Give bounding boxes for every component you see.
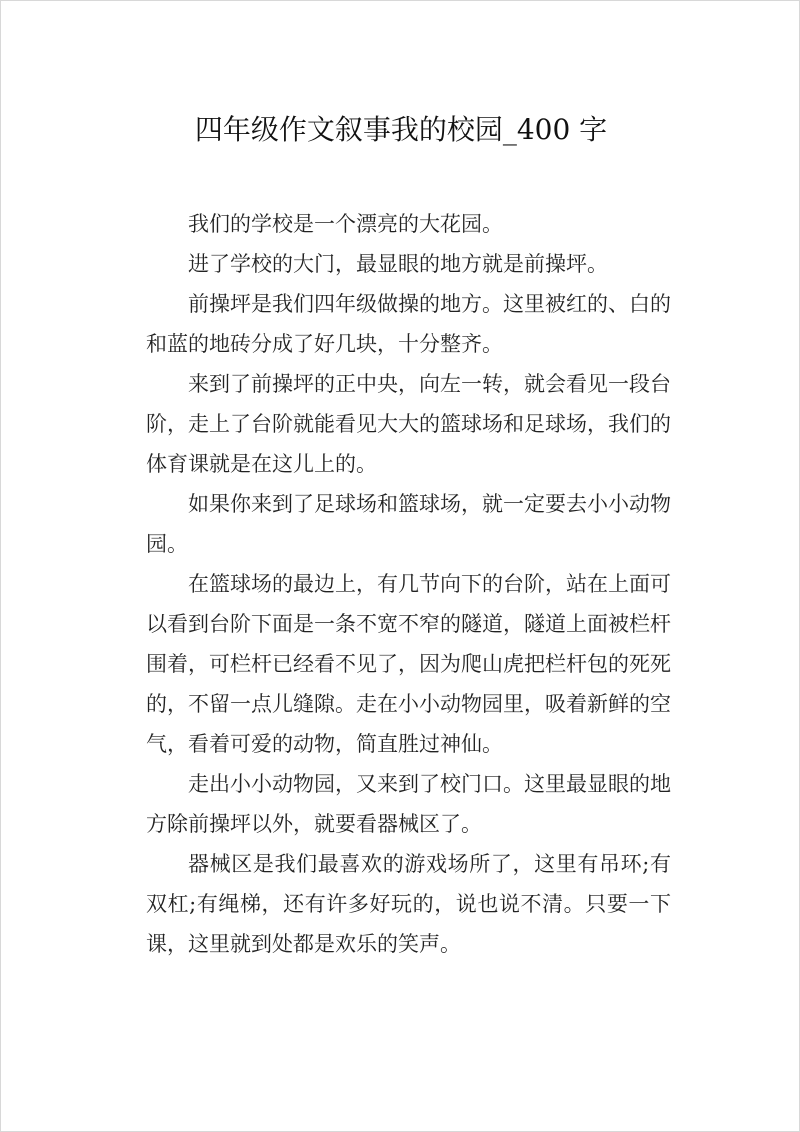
document-title: 四年级作文叙事我的校园_400 字: [194, 113, 608, 146]
paragraph: 走出小小动物园，又来到了校门口。这里最显眼的地方除前操坪以外，就要看器械区了。: [146, 772, 671, 836]
paragraph: 来到了前操坪的正中央，向左一转，就会看见一段台阶，走上了台阶就能看见大大的篮球场和足球场，我们的体育课就是在这儿上的。: [146, 372, 671, 476]
paragraph: 在篮球场的最边上，有几节向下的台阶，站在上面可以看到台阶下面是一条不宽不窄的隧道，隧道上面被栏杆围着，可栏杆已经看不见了，因为爬山虎把栏杆包的死死的，不留一点儿缝隙。走在小小动物园里，吸着新鲜的空气，看着可爱的动物，简直胜过神仙。: [146, 572, 671, 756]
paragraph: 我们的学校是一个漂亮的大花园。: [188, 212, 503, 236]
paragraph: 前操坪是我们四年级做操的地方。这里被红的、白的和蓝的地砖分成了好几块，十分整齐。: [146, 292, 671, 356]
paragraph: 进了学校的大门，最显眼的地方就是前操坪。: [188, 252, 608, 276]
paragraph: 如果你来到了足球场和篮球场，就一定要去小小动物园。: [146, 492, 671, 556]
document-body: [146, 204, 671, 964]
paragraph: 器械区是我们最喜欢的游戏场所了，这里有吊环;有双杠;有绳梯，还有许多好玩的，说也说不清。只要一下课，这里就到处都是欢乐的笑声。: [146, 852, 671, 956]
